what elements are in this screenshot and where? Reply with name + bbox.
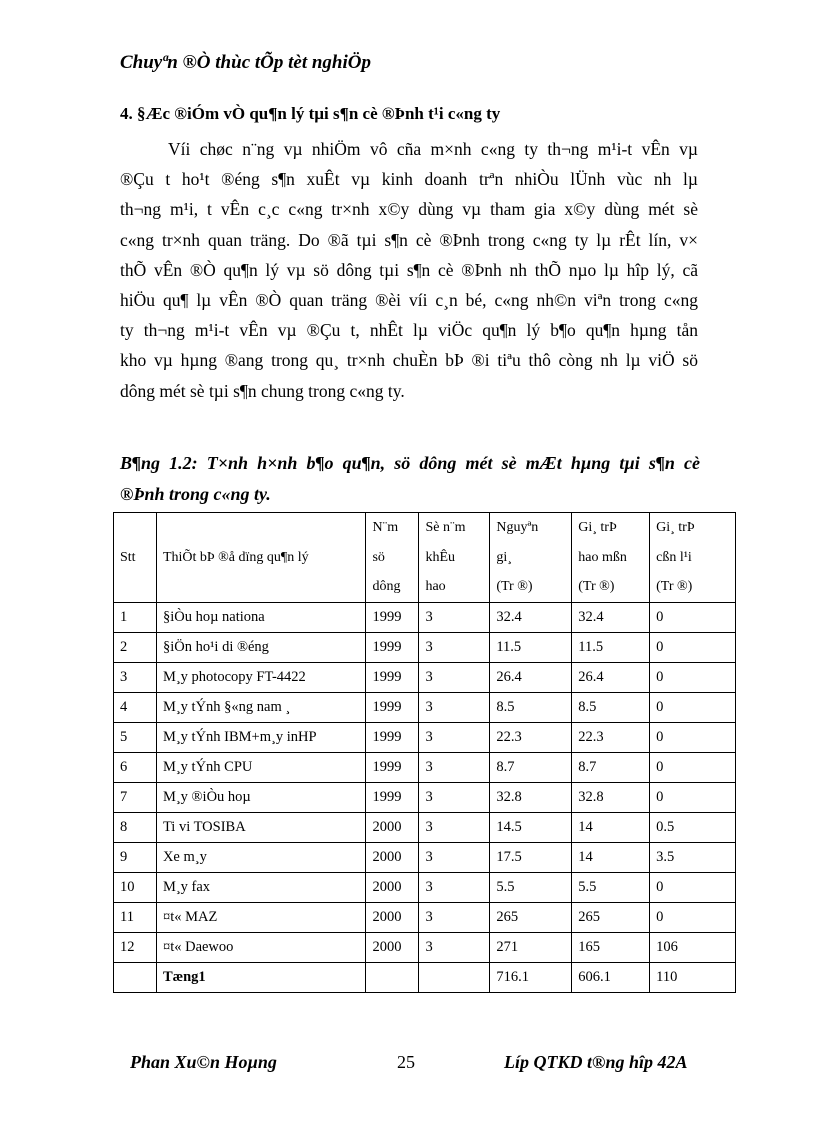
table-row: [114, 753, 736, 783]
row-depreciated-value: 26.4: [572, 663, 650, 693]
caption-line: ®Þnh trong c«ng ty.: [120, 484, 271, 504]
row-depreciated-value: 11.5: [572, 633, 650, 663]
row-year: 2000: [366, 813, 419, 843]
row-depreciated-value: 8.5: [572, 693, 650, 723]
row-remaining-value: 0: [650, 633, 736, 663]
row-original-cost: 17.5: [490, 843, 572, 873]
row-remaining-value: 3.5: [650, 843, 736, 873]
row-original-cost: 265: [490, 903, 572, 933]
header-equipment: ThiÕt bÞ ®å dïng qu¶n lý: [156, 513, 366, 603]
row-equipment: Xe m¸y: [156, 843, 366, 873]
row-remaining-value: 0: [650, 723, 736, 753]
row-year: 1999: [366, 633, 419, 663]
row-remaining-value: 0: [650, 753, 736, 783]
footer-page-number: 25: [397, 1052, 415, 1072]
row-remaining-value: 0: [650, 873, 736, 903]
header-stt: Stt: [114, 513, 157, 603]
row-depreciated-value: 5.5: [572, 873, 650, 903]
row-equipment: M¸y tÝnh CPU: [156, 753, 366, 783]
row-original-cost: 32.4: [490, 603, 572, 633]
row-year: 1999: [366, 783, 419, 813]
paragraph-line: thÕ vÊn ®Ò qu¶n lý vµ sö dông tµi s¶n cè ®Þnh nh thÕ nµo lµ hîp lý, cã: [120, 259, 698, 280]
row-original-cost: 271: [490, 933, 572, 963]
row-stt: 11: [114, 903, 157, 933]
table-row: [114, 843, 736, 873]
row-depreciated-value: 14: [572, 813, 650, 843]
total-remaining: 110: [650, 963, 736, 993]
table-total-row: [114, 963, 736, 993]
asset-table: [113, 512, 736, 993]
table-row: [114, 873, 736, 903]
table-row: [114, 813, 736, 843]
row-equipment: M¸y ®iÒu hoµ: [156, 783, 366, 813]
header-depreciated-value: Gi¸ trÞ hao mßn (Tr ®): [572, 513, 650, 603]
row-stt: 7: [114, 783, 157, 813]
row-original-cost: 26.4: [490, 663, 572, 693]
row-original-cost: 32.8: [490, 783, 572, 813]
row-original-cost: 11.5: [490, 633, 572, 663]
row-equipment: M¸y fax: [156, 873, 366, 903]
row-equipment: §iÖn ho¹i di ®éng: [156, 633, 366, 663]
paragraph-line: c«ng tr×nh quan träng. Do ®ã tµi s¶n cè ®Þnh trong c«ng ty lµ rÊt lín, v×: [120, 229, 698, 250]
row-stt: 6: [114, 753, 157, 783]
row-stt: 3: [114, 663, 157, 693]
total-original: 716.1: [490, 963, 572, 993]
footer-author: Phan Xu©n Hoµng: [130, 1052, 277, 1072]
header-year: N¨m sö dông: [366, 513, 419, 603]
row-year: 2000: [366, 903, 419, 933]
row-equipment: M¸y tÝnh IBM+m¸y inHP: [156, 723, 366, 753]
row-depreciation-years: 3: [419, 933, 490, 963]
row-depreciation-years: 3: [419, 813, 490, 843]
table-row: [114, 783, 736, 813]
row-remaining-value: 0: [650, 663, 736, 693]
row-depreciated-value: 265: [572, 903, 650, 933]
row-depreciation-years: 3: [419, 633, 490, 663]
running-header: Chuyªn ®Ò thùc tÕp tèt nghiÖp: [120, 52, 371, 73]
row-year: 1999: [366, 663, 419, 693]
paragraph-line: Víi chøc n¨ng vµ nhiÖm vô cña m×nh c«ng ty th¬ng m¹i-t vÊn vµ: [168, 139, 698, 159]
paragraph-line: kho vµ hµng ®ang trong qu¸ tr×nh chuÈn bÞ ®i tiªu thô còng nh lµ viÖ sö: [120, 350, 698, 371]
row-remaining-value: 0: [650, 693, 736, 723]
row-depreciation-years: 3: [419, 663, 490, 693]
row-stt: 1: [114, 603, 157, 633]
row-stt: 8: [114, 813, 157, 843]
row-equipment: ¤t« MAZ: [156, 903, 366, 933]
row-equipment: ¤t« Daewoo: [156, 933, 366, 963]
row-year: 2000: [366, 843, 419, 873]
table-row: [114, 663, 736, 693]
row-depreciation-years: 3: [419, 603, 490, 633]
row-original-cost: 22.3: [490, 723, 572, 753]
header-remaining-value: Gi¸ trÞ cßn l¹i (Tr ®): [650, 513, 736, 603]
row-depreciation-years: 3: [419, 693, 490, 723]
row-depreciation-years: 3: [419, 753, 490, 783]
table-row: [114, 693, 736, 723]
paragraph-line: hiÖu qu¶ lµ vÊn ®Ò quan träng ®èi víi c¸n bé, c«ng nh©n viªn trong c«ng: [120, 290, 698, 311]
row-equipment: M¸y tÝnh §«ng nam ¸: [156, 693, 366, 723]
row-depreciated-value: 32.4: [572, 603, 650, 633]
paragraph-line: th¬ng m¹i, t vÊn c¸c c«ng tr×nh x©y dùng vµ tham gia x©y dùng mét sè: [120, 199, 698, 220]
row-original-cost: 8.5: [490, 693, 572, 723]
row-remaining-value: 106: [650, 933, 736, 963]
table-row: [114, 933, 736, 963]
row-stt: 4: [114, 693, 157, 723]
table-caption: [120, 448, 700, 510]
table-row: [114, 633, 736, 663]
total-label: Tæng1: [156, 963, 366, 993]
row-remaining-value: 0.5: [650, 813, 736, 843]
row-equipment: Ti vi TOSIBA: [156, 813, 366, 843]
row-depreciation-years: 3: [419, 873, 490, 903]
section-title: 4. §Æc ®iÓm vÒ qu¶n lý tµi s¶n cè ®Þnh t¹i c«ng ty: [120, 104, 501, 123]
row-equipment: §iÒu hoµ nationa: [156, 603, 366, 633]
row-original-cost: 14.5: [490, 813, 572, 843]
row-stt: 9: [114, 843, 157, 873]
row-depreciated-value: 165: [572, 933, 650, 963]
row-remaining-value: 0: [650, 903, 736, 933]
footer-class: Líp QTKD t®ng hîp 42A: [504, 1052, 688, 1072]
row-original-cost: 5.5: [490, 873, 572, 903]
row-year: 1999: [366, 723, 419, 753]
header-original-cost: Nguyªn gi¸ (Tr ®): [490, 513, 572, 603]
table-row: [114, 603, 736, 633]
caption-line: B¶ng 1.2: T×nh h×nh b¶o qu¶n, sö dông mét sè mÆt hµng tµi s¶n cè: [120, 453, 700, 473]
row-depreciation-years: 3: [419, 843, 490, 873]
row-stt: 2: [114, 633, 157, 663]
total-depreciated: 606.1: [572, 963, 650, 993]
row-depreciated-value: 8.7: [572, 753, 650, 783]
row-stt: 10: [114, 873, 157, 903]
row-remaining-value: 0: [650, 783, 736, 813]
row-year: 2000: [366, 873, 419, 903]
row-depreciation-years: 3: [419, 723, 490, 753]
row-year: 2000: [366, 933, 419, 963]
paragraph-line: ty th¬ng m¹i-t vÊn vµ ®Çu t, nhÊt lµ viÖc qu¶n lý b¶o qu¶n hµng tån: [120, 320, 698, 341]
row-year: 1999: [366, 753, 419, 783]
total-year: [366, 963, 419, 993]
header-depreciation-years: Sè n¨m khÊu hao: [419, 513, 490, 603]
table-row: [114, 723, 736, 753]
row-stt: 12: [114, 933, 157, 963]
row-depreciated-value: 32.8: [572, 783, 650, 813]
table-row: [114, 903, 736, 933]
row-original-cost: 8.7: [490, 753, 572, 783]
body-paragraph: [120, 134, 698, 406]
row-depreciated-value: 14: [572, 843, 650, 873]
row-year: 1999: [366, 603, 419, 633]
row-depreciation-years: 3: [419, 903, 490, 933]
row-depreciated-value: 22.3: [572, 723, 650, 753]
row-year: 1999: [366, 693, 419, 723]
row-depreciation-years: 3: [419, 783, 490, 813]
row-stt: 5: [114, 723, 157, 753]
total-depr: [419, 963, 490, 993]
row-remaining-value: 0: [650, 603, 736, 633]
paragraph-line: ®Çu t ho¹t ®éng s¶n xuÊt vµ kinh doanh trªn nhiÒu lÜnh vùc nh lµ: [120, 169, 698, 190]
table-header-row: [114, 513, 736, 603]
total-stt: [114, 963, 157, 993]
row-equipment: M¸y photocopy FT-4422: [156, 663, 366, 693]
paragraph-line: dông mét sè tµi s¶n chung trong c«ng ty.: [120, 380, 405, 401]
